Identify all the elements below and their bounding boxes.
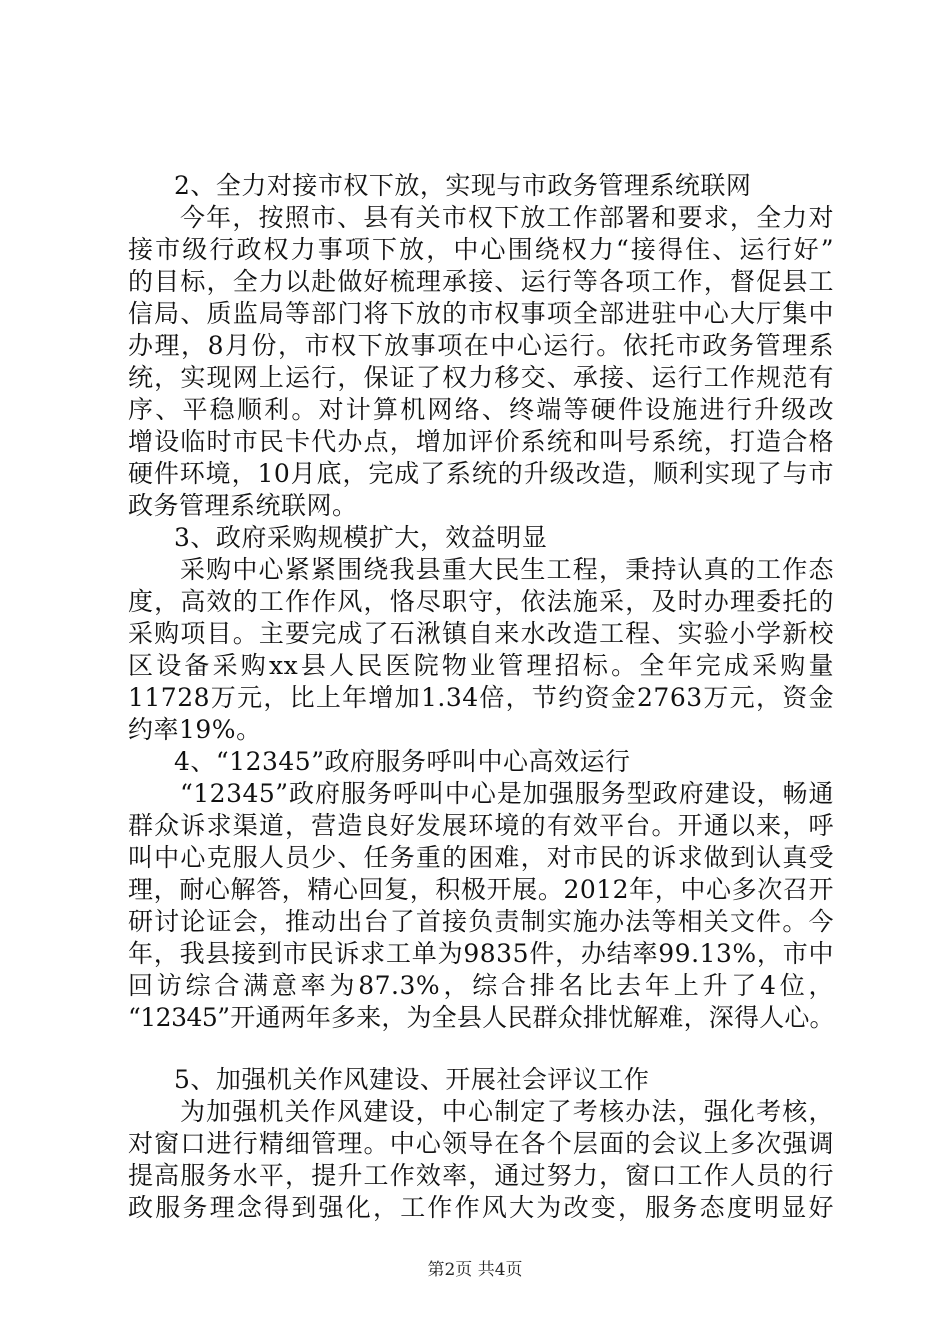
- paragraph-line: 理，耐心解答，精心回复，积极开展。2012年，中心多次召开: [128, 875, 834, 904]
- paragraph-line: 提高服务水平，提升工作效率，通过努力，窗口工作人员的行: [128, 1161, 834, 1190]
- paragraph-line: “12345”政府服务呼叫中心是加强服务型政府建设，畅通: [180, 779, 834, 808]
- paragraph-line: 叫中心克服人员少、任务重的困难，对市民的诉求做到认真受: [128, 843, 834, 872]
- page-number-footer: 第2页 共4页: [427, 1260, 523, 1280]
- paragraph-line: “12345”开通两年多来，为全县人民群众排忧解难，深得人心。: [128, 1003, 834, 1032]
- paragraph-line: 政服务理念得到强化，工作作风大为改变，服务态度明显好: [128, 1193, 834, 1222]
- paragraph-line: 群众诉求渠道，营造良好发展环境的有效平台。开通以来，呼: [128, 811, 834, 840]
- section-heading: 5、加强机关作风建设、开展社会评议工作: [174, 1065, 650, 1094]
- section-heading: 2、全力对接市权下放，实现与市政务管理系统联网: [174, 171, 752, 200]
- paragraph-line: 信局、质监局等部门将下放的市权事项全部进驻中心大厅集中: [128, 299, 834, 328]
- paragraph-line: 区设备采购xx县人民医院物业管理招标。全年完成采购量: [128, 651, 834, 680]
- paragraph-line: 对窗口进行精细管理。中心领导在各个层面的会议上多次强调: [128, 1129, 834, 1158]
- section-heading: 3、政府采购规模扩大，效益明显: [174, 523, 548, 552]
- paragraph-line: 度，高效的工作作风，恪尽职守，依法施采，及时办理委托的: [128, 587, 834, 616]
- paragraph-line: 研讨论证会，推动出台了首接负责制实施办法等相关文件。今: [128, 907, 834, 936]
- paragraph-line: 回访综合满意率为87.3%，综合排名比去年上升了4位，: [128, 971, 834, 1000]
- paragraph-line: 增设临时市民卡代办点，增加评价系统和叫号系统，打造合格: [128, 427, 834, 456]
- document-body: [128, 170, 834, 1224]
- paragraph-line: 统，实现网上运行，保证了权力移交、承接、运行工作规范有: [128, 363, 834, 392]
- paragraph-line: 约率19%。: [128, 715, 262, 744]
- paragraph-gap: [128, 1034, 834, 1064]
- paragraph-line: 采购项目。主要完成了石湫镇自来水改造工程、实验小学新校: [128, 619, 834, 648]
- paragraph-line: 采购中心紧紧围绕我县重大民生工程，秉持认真的工作态: [180, 555, 834, 584]
- paragraph-line: 办理，8月份，市权下放事项在中心运行。依托市政务管理系: [128, 331, 834, 360]
- paragraph-line: 接市级行政权力事项下放，中心围绕权力“接得住、运行好”: [128, 235, 834, 264]
- paragraph-line: 的目标，全力以赴做好梳理承接、运行等各项工作，督促县工: [128, 267, 834, 296]
- section-heading: 4、“12345”政府服务呼叫中心高效运行: [174, 747, 631, 776]
- paragraph-line: 年，我县接到市民诉求工单为9835件，办结率99.13%，市中: [128, 939, 834, 968]
- paragraph-line: 政务管理系统联网。: [128, 491, 358, 520]
- paragraph-line: 硬件环境，10月底，完成了系统的升级改造，顺利实现了与市: [128, 459, 834, 488]
- paragraph-line: 序、平稳顺利。对计算机网络、终端等硬件设施进行升级改: [128, 395, 834, 424]
- paragraph-line: 为加强机关作风建设，中心制定了考核办法，强化考核，: [180, 1097, 834, 1126]
- paragraph-line: 11728万元，比上年增加1.34倍，节约资金2763万元，资金: [128, 683, 834, 712]
- paragraph-line: 今年，按照市、县有关市权下放工作部署和要求，全力对: [180, 203, 834, 232]
